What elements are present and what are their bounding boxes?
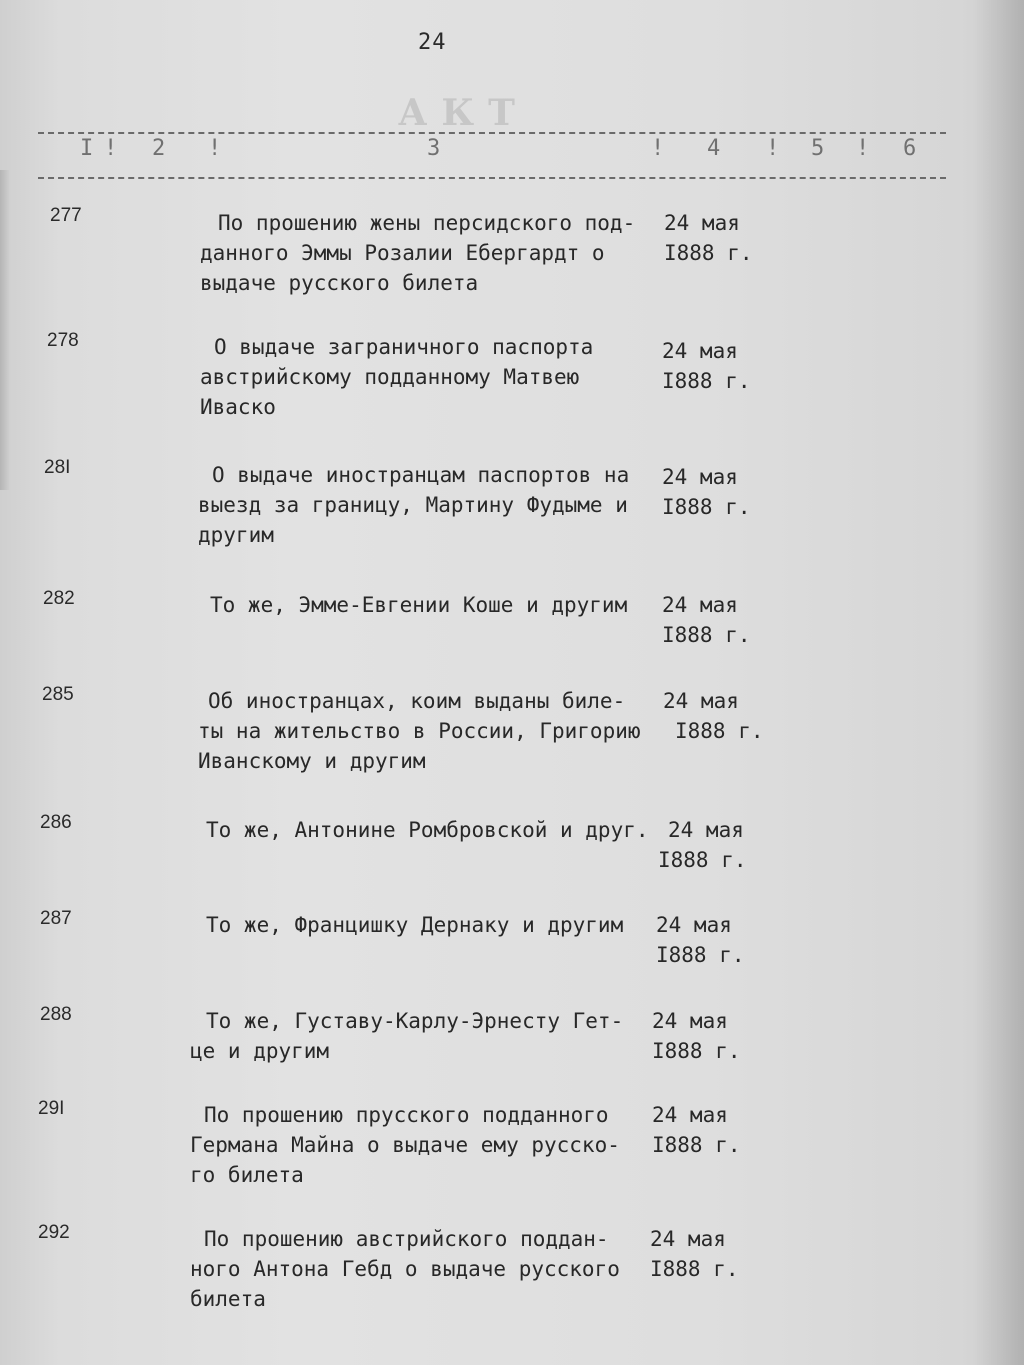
entry-date xyxy=(650,1224,739,1284)
entry-number: 282 xyxy=(43,588,75,609)
date-day: 24 мая xyxy=(662,339,738,363)
description-line: билета xyxy=(190,1287,266,1311)
description-line: Иваско xyxy=(200,395,276,419)
description-line: го билета xyxy=(190,1163,304,1187)
date-day: 24 мая xyxy=(652,1103,728,1127)
date-day: 24 мая xyxy=(662,465,738,489)
description-line: По прошению австрийского поддан- xyxy=(204,1227,609,1251)
description-line: Германа Майна о выдаче ему русско- xyxy=(190,1133,620,1157)
column-header-3: 3 xyxy=(427,136,441,161)
column-header-4: 4 xyxy=(707,136,721,161)
column-header-6: 6 xyxy=(903,136,917,161)
entry-number: 28I xyxy=(44,457,71,478)
entry-description xyxy=(190,1100,660,1190)
entry-number: 286 xyxy=(40,812,72,833)
entry-description xyxy=(206,910,676,940)
page-right-edge-shadow xyxy=(974,0,1024,1365)
date-year: I888 г. xyxy=(662,369,751,393)
entry-number: 285 xyxy=(42,684,74,705)
table-header-bottom-rule xyxy=(38,177,946,179)
entry-number: 288 xyxy=(40,1004,72,1025)
column-header-2: 2 xyxy=(152,136,166,161)
entry-number: 278 xyxy=(47,330,79,351)
description-line: По прошению прусского подданного xyxy=(204,1103,609,1127)
description-line: По прошению жены персидского под- xyxy=(218,211,636,235)
bleed-through-title: АКТ xyxy=(398,92,529,134)
entry-description xyxy=(190,1224,660,1314)
entry-description xyxy=(198,460,668,550)
date-year: I888 г. xyxy=(662,495,751,519)
description-line: О выдаче заграничного паспорта xyxy=(214,335,594,359)
entry-number: 292 xyxy=(38,1222,70,1243)
date-day: 24 мая xyxy=(652,1009,728,1033)
description-line: ного Антона Гебд о выдаче русского xyxy=(190,1257,620,1281)
column-separator: ! xyxy=(766,136,780,161)
description-line: Об иностранцах, коим выданы биле- xyxy=(208,689,626,713)
description-line: другим xyxy=(198,523,274,547)
date-year: I888 г. xyxy=(652,1039,741,1063)
description-line: То же, Густаву-Карлу-Эрнесту Гет- xyxy=(206,1009,624,1033)
entry-description xyxy=(210,590,680,620)
page-number: 24 xyxy=(418,30,447,55)
description-line: це и другим xyxy=(190,1039,330,1063)
description-line: То же, Антонине Ромбровской и друг. xyxy=(206,818,649,842)
entry-date xyxy=(658,815,747,875)
date-year: I888 г. xyxy=(662,623,751,647)
description-line: То же, Эмме-Евгении Коше и другим xyxy=(210,593,628,617)
description-line: данного Эммы Розалии Ебергардт о xyxy=(200,241,605,265)
page-left-edge-shadow xyxy=(0,170,10,490)
entry-description xyxy=(200,208,670,298)
entry-date xyxy=(662,462,751,522)
description-line: австрийскому подданному Матвею xyxy=(200,365,580,389)
column-separator: ! xyxy=(104,136,118,161)
date-year: I888 г. xyxy=(675,719,764,743)
date-year: I888 г. xyxy=(650,1257,739,1281)
description-line: То же, Францишку Дернаку и другим xyxy=(206,913,624,937)
date-year: I888 г. xyxy=(658,848,747,872)
entry-date xyxy=(656,910,745,970)
date-day: 24 мая xyxy=(668,818,744,842)
entry-date xyxy=(663,686,764,746)
description-line: О выдаче иностранцам паспортов на xyxy=(212,463,630,487)
date-day: 24 мая xyxy=(663,689,739,713)
column-separator: ! xyxy=(651,136,665,161)
column-separator: ! xyxy=(208,136,222,161)
entry-date xyxy=(652,1006,741,1066)
entry-date xyxy=(662,590,751,650)
date-year: I888 г. xyxy=(656,943,745,967)
column-header-1: I xyxy=(80,136,94,161)
entry-number: 287 xyxy=(40,908,72,929)
entry-description xyxy=(206,815,676,845)
entry-number: 29I xyxy=(38,1098,65,1119)
entry-date xyxy=(664,208,753,268)
column-header-5: 5 xyxy=(811,136,825,161)
table-header-top-rule xyxy=(38,132,946,134)
date-day: 24 мая xyxy=(656,913,732,937)
description-line: выезд за границу, Мартину Фудыме и xyxy=(198,493,628,517)
entry-description xyxy=(198,686,668,776)
date-day: 24 мая xyxy=(650,1227,726,1251)
entry-date xyxy=(662,336,751,396)
entry-number: 277 xyxy=(50,205,82,226)
entry-description xyxy=(200,332,670,422)
date-year: I888 г. xyxy=(652,1133,741,1157)
description-line: ты на жительство в России, Григорию xyxy=(198,719,641,743)
entry-date xyxy=(652,1100,741,1160)
date-day: 24 мая xyxy=(662,593,738,617)
description-line: Иванскому и другим xyxy=(198,749,426,773)
entry-description xyxy=(190,1006,676,1066)
column-separator: ! xyxy=(856,136,870,161)
description-line: выдаче русского билета xyxy=(200,271,479,295)
date-year: I888 г. xyxy=(664,241,753,265)
date-day: 24 мая xyxy=(664,211,740,235)
